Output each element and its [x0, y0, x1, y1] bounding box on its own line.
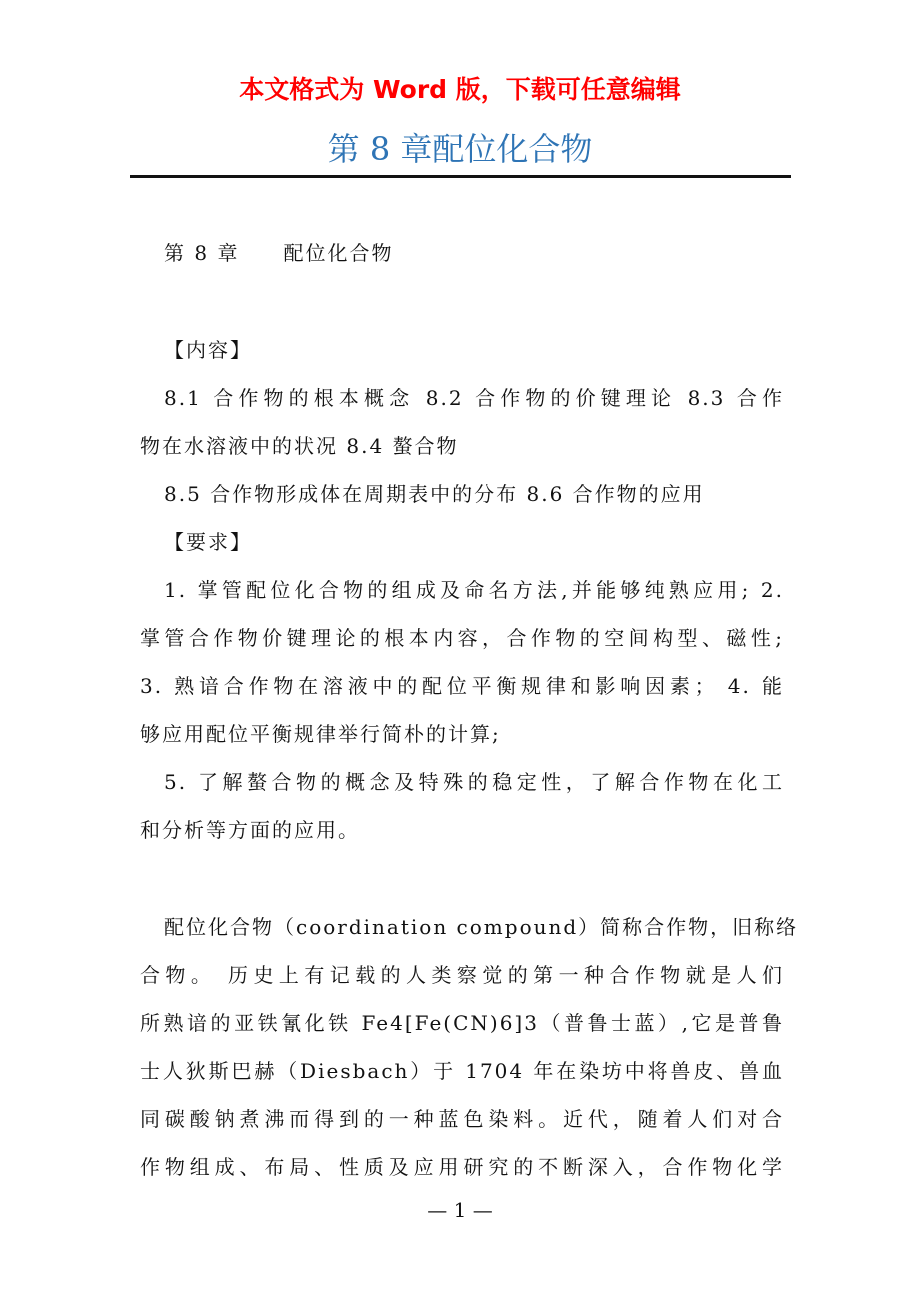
content-label: 【内容】 — [164, 338, 252, 362]
requirement-line: 3. 熟谙合作物在溶液中的配位平衡规律和影响因素； 4. 能 — [140, 674, 784, 698]
requirement-line: 掌管合作物价键理论的根本内容，合作物的空间构型、磁性; — [140, 626, 784, 650]
title-divider — [130, 175, 791, 178]
intro-line: 作物组成、布局、性质及应用研究的不断深入，合作物化学 — [140, 1155, 784, 1179]
word-format-banner: 本文格式为 Word 版，下载可任意编辑 — [239, 75, 681, 104]
intro-line: 士人狄斯巴赫（Diesbach）于 1704 年在染坊中将兽皮、兽血 — [140, 1059, 784, 1083]
intro-line: 同碳酸钠煮沸而得到的一种蓝色染料。近代，随着人们对合 — [140, 1107, 784, 1131]
content-line: 物在水溶液中的状况 8.4 螯合物 — [140, 434, 459, 458]
requirement-line: 和分析等方面的应用。 — [140, 818, 360, 842]
requirement-line: 5. 了解螯合物的概念及特殊的稳定性，了解合作物在化工 — [164, 770, 784, 794]
page-title: 第 8 章配位化合物 — [327, 130, 593, 168]
intro-line: 合物。 历史上有记载的人类察觉的第一种合作物就是人们 — [140, 963, 784, 987]
intro-line: 配位化合物（coordination compound）简称合作物，旧称络 — [164, 915, 799, 939]
requirements-label: 【要求】 — [164, 530, 252, 554]
requirement-line: 够应用配位平衡规律举行简朴的计算; — [140, 722, 501, 746]
chapter-heading: 第 8 章 配位化合物 — [164, 241, 394, 265]
page-number: — 1 — — [427, 1198, 493, 1222]
content-line: 8.1 合作物的根本概念 8.2 合作物的价键理论 8.3 合作 — [164, 386, 784, 410]
requirement-line: 1. 掌管配位化合物的组成及命名方法,并能够纯熟应用; 2. — [164, 578, 784, 602]
intro-line: 所熟谙的亚铁氰化铁 Fe4[Fe(CN)6]3（普鲁士蓝）,它是普鲁 — [140, 1011, 784, 1035]
content-line: 8.5 合作物形成体在周期表中的分布 8.6 合作物的应用 — [164, 482, 705, 506]
